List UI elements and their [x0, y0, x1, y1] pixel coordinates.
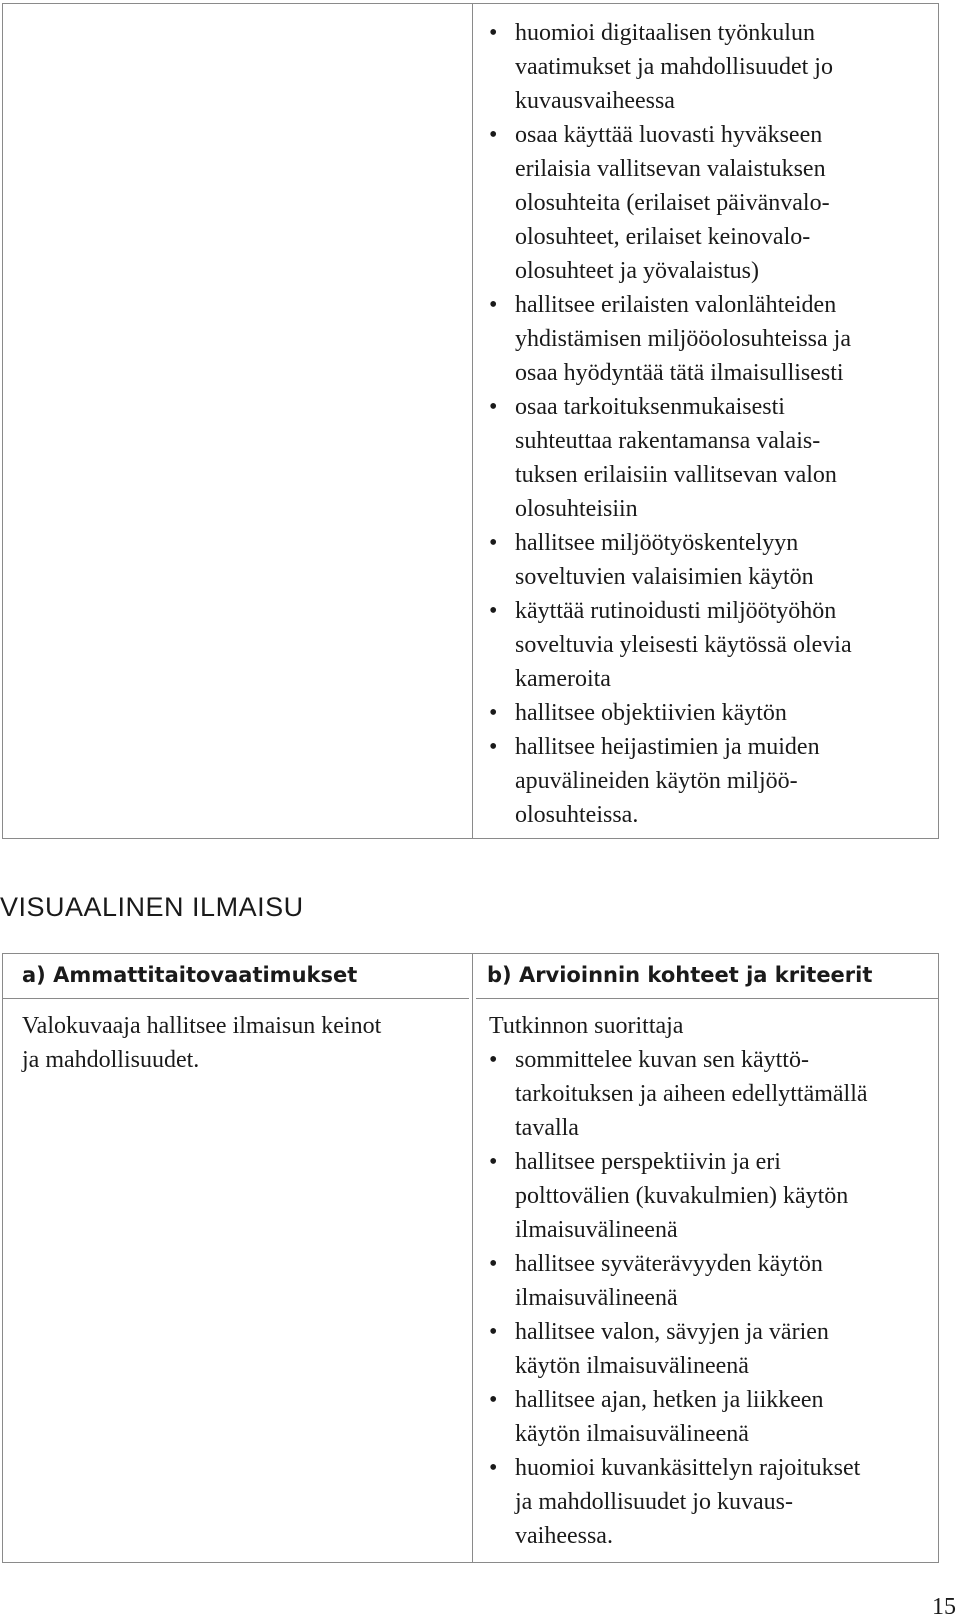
- bullet-item: • hallitsee erilaisten valonlähteiden yhdistämisen miljööolosuhteissa ja osaa hyödyntää tätä ilmaisullisesti: [489, 288, 929, 390]
- top-table-divider: [472, 4, 473, 838]
- bullet-item: • huomioi digitaalisen työnkulun vaatimukset ja mahdollisuudet jo kuvausvaiheessa: [489, 16, 929, 118]
- bullet-item: • hallitsee valon, sävyjen ja värien käytön ilmaisuvälineenä: [489, 1315, 929, 1383]
- header-underline-right: [476, 998, 938, 999]
- bullet-item: • hallitsee ajan, hetken ja liikkeen käytön ilmaisuvälineenä: [489, 1383, 929, 1451]
- bullet-item: • hallitsee syväterävyyden käytön ilmaisuvälineenä: [489, 1247, 929, 1315]
- header-underline-left: [3, 998, 469, 999]
- bullet-item: • sommittelee kuvan sen käyttö- tarkoituksen ja aiheen edellyttämällä tavalla: [489, 1043, 929, 1145]
- column-header-requirements: a) Ammattitaitovaatimukset: [22, 963, 358, 987]
- bullet-item: • hallitsee perspektiivin ja eri polttovälien (kuvakulmien) käytön ilmaisuvälineenä: [489, 1145, 929, 1247]
- criteria-bullet-list: [489, 1043, 929, 1553]
- top-table-right-cell: [489, 16, 929, 832]
- section-heading: VISUAALINEN ILMAISU: [0, 892, 304, 922]
- requirements-text: Valokuvaaja hallitsee ilmaisun keinot ja mahdollisuudet.: [22, 1013, 382, 1073]
- bullet-item: • käyttää rutinoidusti miljöötyöhön soveltuvia yleisesti käytössä olevia kameroita: [489, 594, 929, 696]
- bottom-table-divider: [472, 954, 473, 1562]
- bullet-item: • osaa käyttää luovasti hyväkseen erilaisia vallitsevan valaistuksen olosuhteita (erilaiset päivänvalo- olosuhteet, erilaiset keinovalo- olosuhteet ja yövalaistus): [489, 118, 929, 288]
- bullet-item: • huomioi kuvankäsittelyn rajoitukset ja mahdollisuudet jo kuvaus- vaiheessa.: [489, 1451, 929, 1553]
- page-number: 15: [932, 1594, 956, 1620]
- bullet-item: • hallitsee miljöötyöskentelyyn soveltuvien valaisimien käytön: [489, 526, 929, 594]
- criteria-cell: [489, 1009, 929, 1553]
- bullet-item: • hallitsee objektiivien käytön: [489, 696, 929, 730]
- bullet-item: • osaa tarkoituksenmukaisesti suhteuttaa rakentamansa valais- tuksen erilaisiin vallitsevan valon olosuhteisiin: [489, 390, 929, 526]
- top-bullet-list: [489, 16, 929, 832]
- column-header-criteria: b) Arvioinnin kohteet ja kriteerit: [487, 963, 873, 987]
- criteria-intro: Tutkinnon suorittaja: [489, 1013, 684, 1039]
- bullet-item: • hallitsee heijastimien ja muiden apuvälineiden käytön miljöö- olosuhteissa.: [489, 730, 929, 832]
